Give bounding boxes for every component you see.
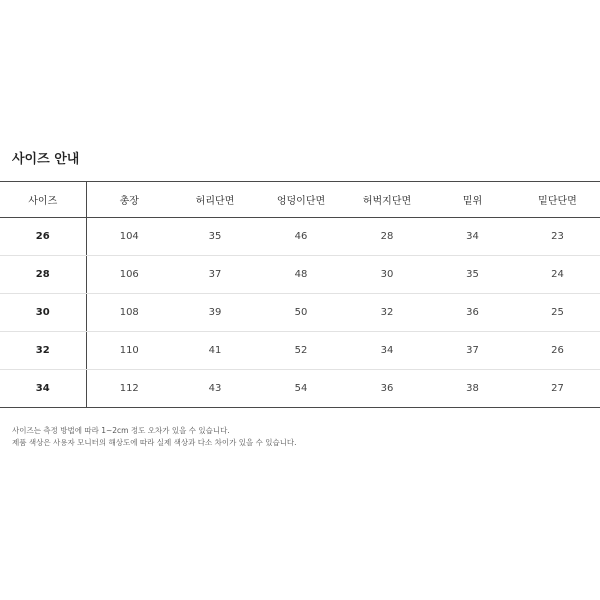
rise-cell: 37 bbox=[430, 332, 515, 370]
hip-cell: 54 bbox=[258, 370, 344, 408]
waist-cell: 41 bbox=[172, 332, 258, 370]
header-rise: 밑위 bbox=[430, 182, 515, 218]
waist-cell: 43 bbox=[172, 370, 258, 408]
page-title: 사이즈 안내 bbox=[12, 152, 80, 167]
header-total-length: 총장 bbox=[86, 182, 172, 218]
total-length-cell: 106 bbox=[86, 256, 172, 294]
total-length-cell: 112 bbox=[86, 370, 172, 408]
size-table bbox=[0, 181, 600, 408]
thigh-cell: 30 bbox=[344, 256, 430, 294]
header-thigh: 허벅지단면 bbox=[344, 182, 430, 218]
thigh-cell: 32 bbox=[344, 294, 430, 332]
table-row bbox=[0, 332, 600, 370]
note-measurement-tolerance: 사이즈는 측정 방법에 따라 1~2cm 정도 오차가 있을 수 있습니다. bbox=[12, 426, 230, 435]
hip-cell: 48 bbox=[258, 256, 344, 294]
waist-cell: 35 bbox=[172, 218, 258, 256]
rise-cell: 35 bbox=[430, 256, 515, 294]
waist-cell: 37 bbox=[172, 256, 258, 294]
table-row bbox=[0, 218, 600, 256]
hip-cell: 46 bbox=[258, 218, 344, 256]
table-row bbox=[0, 370, 600, 408]
table-row bbox=[0, 294, 600, 332]
header-size: 사이즈 bbox=[0, 182, 86, 218]
total-length-cell: 104 bbox=[86, 218, 172, 256]
rise-cell: 36 bbox=[430, 294, 515, 332]
thigh-cell: 36 bbox=[344, 370, 430, 408]
thigh-cell: 28 bbox=[344, 218, 430, 256]
table-header-row bbox=[0, 182, 600, 218]
size-cell: 32 bbox=[0, 332, 86, 370]
size-cell: 28 bbox=[0, 256, 86, 294]
total-length-cell: 110 bbox=[86, 332, 172, 370]
thigh-cell: 34 bbox=[344, 332, 430, 370]
hip-cell: 50 bbox=[258, 294, 344, 332]
total-length-cell: 108 bbox=[86, 294, 172, 332]
note-color-difference: 제품 색상은 사용자 모니터의 해상도에 따라 실제 색상과 다소 차이가 있을 수 있습니다. bbox=[12, 438, 297, 447]
size-cell: 30 bbox=[0, 294, 86, 332]
hem-cell: 27 bbox=[515, 370, 600, 408]
header-hip: 엉덩이단면 bbox=[258, 182, 344, 218]
table-row bbox=[0, 256, 600, 294]
header-hem: 밑단단면 bbox=[515, 182, 600, 218]
hem-cell: 24 bbox=[515, 256, 600, 294]
rise-cell: 34 bbox=[430, 218, 515, 256]
waist-cell: 39 bbox=[172, 294, 258, 332]
hem-cell: 25 bbox=[515, 294, 600, 332]
header-waist: 허리단면 bbox=[172, 182, 258, 218]
hem-cell: 26 bbox=[515, 332, 600, 370]
hip-cell: 52 bbox=[258, 332, 344, 370]
hem-cell: 23 bbox=[515, 218, 600, 256]
size-cell: 34 bbox=[0, 370, 86, 408]
rise-cell: 38 bbox=[430, 370, 515, 408]
size-cell: 26 bbox=[0, 218, 86, 256]
notes bbox=[12, 425, 297, 449]
